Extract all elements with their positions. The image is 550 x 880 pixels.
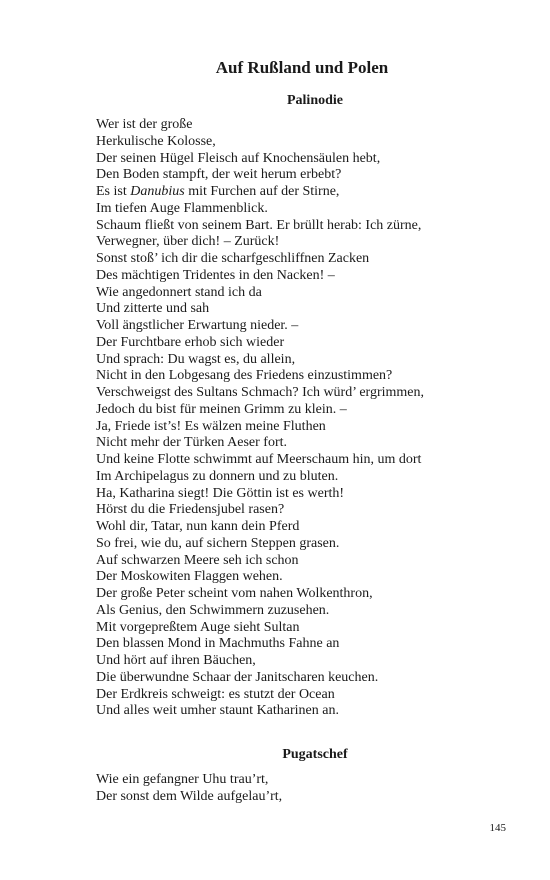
poem-line: Des mächtigen Tridentes in den Nacken! –: [96, 267, 335, 283]
poem-line: Die überwundne Schaar der Janitscharen keuchen.: [96, 669, 379, 685]
poem-line: Der große Peter scheint vom nahen Wolkenthron,: [96, 586, 373, 601]
section-heading-pugatschef: Pugatschef: [282, 747, 348, 762]
poem-lines-palinodie: [96, 117, 424, 720]
poem-line: Den Boden stampft, der weit herum erbebt?: [96, 167, 342, 183]
poem-lines-pugatschef: [96, 772, 282, 806]
section-heading-palinodie: Palinodie: [286, 93, 343, 108]
poem-line: Der Furchtbare erhob sich wieder: [96, 334, 285, 350]
poem-line: Verschweigst des Sultans Schmach? Ich würd’ ergrimmen,: [96, 385, 425, 400]
poem-line: Den blassen Mond in Machmuths Fahne an: [96, 636, 340, 652]
poem-line: Sonst stoß’ ich dir die scharfgeschliffnen Zacken: [96, 251, 370, 266]
poem-line: Hörst du die Friedensjubel rasen?: [96, 502, 285, 518]
poem-line: Und alles weit umher staunt Katharinen an.: [96, 703, 339, 719]
poem-line: Wie ein gefangner Uhu trau’rt,: [96, 772, 269, 787]
poem-line: Wie angedonnert stand ich da: [96, 284, 262, 300]
page-number: 145: [489, 822, 506, 834]
poem-line: Der sonst dem Wilde aufgelau’rt,: [96, 788, 283, 804]
poem-title: Auf Rußland und Polen: [215, 58, 389, 77]
poem-line: Herkulische Kolosse,: [96, 133, 216, 149]
poem-line: Im tiefen Auge Flammenblick.: [96, 200, 268, 216]
poem-line: Nicht mehr der Türken Aeser fort.: [96, 435, 288, 451]
poem-line: Jedoch du bist für meinen Grimm zu klein. –: [96, 401, 347, 417]
poem-line: Voll ängstlicher Erwartung nieder. –: [96, 318, 299, 333]
poem-line: Mit vorgepreßtem Auge sieht Sultan: [96, 619, 300, 635]
poem-line: Schaum fließt von seinem Bart. Er brüllt herab: Ich zürne,: [96, 217, 422, 233]
poem-line: So frei, wie du, auf sichern Steppen grasen.: [96, 535, 340, 551]
poem-line: Wohl dir, Tatar, nun kann dein Pferd: [96, 519, 300, 534]
poem-line: Der Moskowiten Flaggen wehen.: [96, 569, 283, 585]
poem-line: Und zitterte und sah: [96, 301, 210, 317]
poem-line: Im Archipelagus zu donnern und zu bluten.: [96, 468, 339, 484]
poem-line: Und hört auf ihren Bäuchen,: [96, 653, 256, 668]
poem-line: Verwegner, über dich! – Zurück!: [96, 234, 280, 250]
poem-line: Der seinen Hügel Fleisch auf Knochensäulen hebt,: [96, 150, 381, 166]
poem-line: Nicht in den Lobgesang des Friedens einzustimmen?: [96, 368, 393, 384]
poem-line: Ha, Katharina siegt! Die Göttin ist es werth!: [96, 485, 345, 501]
poem-line: Ja, Friede ist’s! Es wälzen meine Fluthen: [96, 418, 326, 434]
poem-line: Der Erdkreis schweigt: es stutzt der Ocean: [96, 686, 335, 702]
poem-line: Und keine Flotte schwimmt auf Meerschaum hin, um dort: [96, 452, 422, 467]
poem-line: Als Genius, den Schwimmern zuzusehen.: [96, 602, 330, 618]
poem-line: Und sprach: Du wagst es, du allein,: [96, 351, 296, 367]
poem-line: Es ist Danubius mit Furchen auf der Stirne,: [96, 184, 340, 199]
poem-line: Wer ist der große: [96, 117, 193, 132]
poem-line: Auf schwarzen Meere seh ich schon: [96, 552, 299, 568]
